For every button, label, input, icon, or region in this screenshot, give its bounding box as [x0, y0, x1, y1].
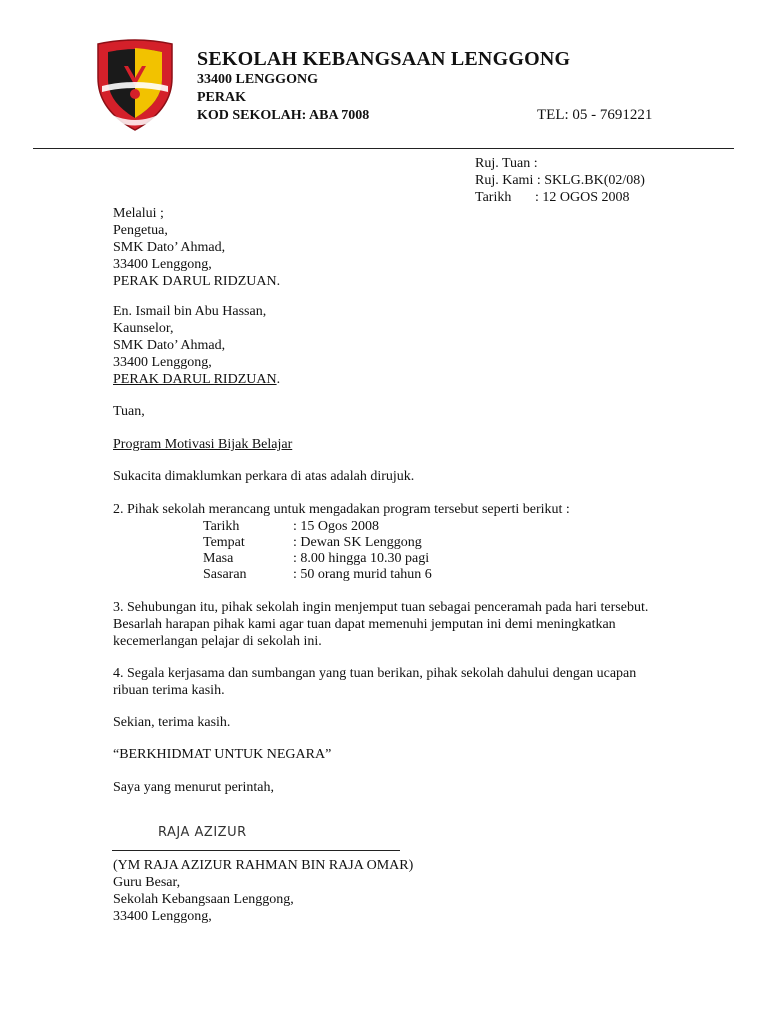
signatory-title: Guru Besar, — [113, 875, 181, 890]
salutation: Tuan, — [113, 404, 145, 419]
ruj-tuan: Ruj. Tuan : — [475, 156, 538, 171]
recipient1-line: Pengetua, — [113, 223, 168, 238]
detail-value: : Dewan SK Lenggong — [293, 535, 422, 550]
paragraph-2: 2. Pihak sekolah merancang untuk mengadakan program tersebut seperti berikut : — [113, 502, 570, 517]
signatory-school: Sekolah Kebangsaan Lenggong, — [113, 892, 294, 907]
subject: Program Motivasi Bijak Belajar — [113, 437, 293, 452]
recipient2-line: En. Ismail bin Abu Hassan, — [113, 304, 267, 319]
signatory-address: 33400 Lenggong, — [113, 909, 212, 924]
address-line-2: PERAK — [197, 90, 246, 105]
signatory-name: (YM RAJA AZIZUR RAHMAN BIN RAJA OMAR) — [113, 858, 414, 873]
intro-paragraph: Sukacita dimaklumkan perkara di atas adalah dirujuk. — [113, 469, 415, 484]
motto: “BERKHIDMAT UNTUK NEGARA” — [113, 747, 332, 762]
paragraph-4-line: ribuan terima kasih. — [113, 683, 225, 698]
recipient1-line: PERAK DARUL RIDZUAN. — [113, 274, 281, 289]
detail-value: : 50 orang murid tahun 6 — [293, 567, 432, 582]
recipient1-line: SMK Dato’ Ahmad, — [113, 240, 226, 255]
ruj-kami: Ruj. Kami : SKLG.BK(02/08) — [475, 173, 645, 188]
detail-label: Tempat — [203, 535, 245, 550]
recipient2-suffix: . — [276, 372, 281, 387]
recipient1-line: Melalui ; — [113, 206, 164, 221]
signature: RAJA AZIZUR — [158, 825, 247, 840]
recipient1-line: 33400 Lenggong, — [113, 257, 212, 272]
phone-number: TEL: 05 - 7691221 — [537, 107, 653, 123]
yours-faithfully: Saya yang menurut perintah, — [113, 780, 274, 795]
school-code: KOD SEKOLAH: ABA 7008 — [197, 108, 370, 123]
recipient2-line: SMK Dato’ Ahmad, — [113, 338, 226, 353]
detail-value: : 8.00 hingga 10.30 pagi — [293, 551, 430, 566]
recipient2-state: PERAK DARUL RIDZUAN — [113, 372, 277, 387]
paragraph-3-line: 3. Sehubungan itu, pihak sekolah ingin menjemput tuan sebagai penceramah pada hari tersebut. — [113, 600, 649, 615]
recipient2-line: Kaunselor, — [113, 321, 174, 336]
school-crest-icon — [92, 38, 178, 134]
header-divider — [33, 148, 734, 149]
address-line-1: 33400 LENGGONG — [197, 72, 318, 87]
paragraph-3-line: kecemerlangan pelajar di sekolah ini. — [113, 634, 322, 649]
tarikh-value: : 12 OGOS 2008 — [535, 190, 630, 205]
detail-label: Tarikh — [203, 519, 240, 534]
detail-value: : 15 Ogos 2008 — [293, 519, 379, 534]
detail-label: Sasaran — [203, 567, 247, 582]
paragraph-3-line: Besarlah harapan pihak kami agar tuan dapat memenuhi jemputan ini demi meningkatkan — [113, 617, 616, 632]
paragraph-4-line: 4. Segala kerjasama dan sumbangan yang tuan berikan, pihak sekolah dahului dengan ucapan — [113, 666, 637, 681]
tarikh-label: Tarikh — [475, 190, 512, 205]
closing: Sekian, terima kasih. — [113, 715, 231, 730]
school-name: SEKOLAH KEBANGSAAN LENGGONG — [197, 48, 571, 70]
signature-line — [112, 850, 400, 851]
recipient2-line: 33400 Lenggong, — [113, 355, 212, 370]
recipient2-last-line — [113, 371, 280, 388]
detail-label: Masa — [203, 551, 234, 566]
